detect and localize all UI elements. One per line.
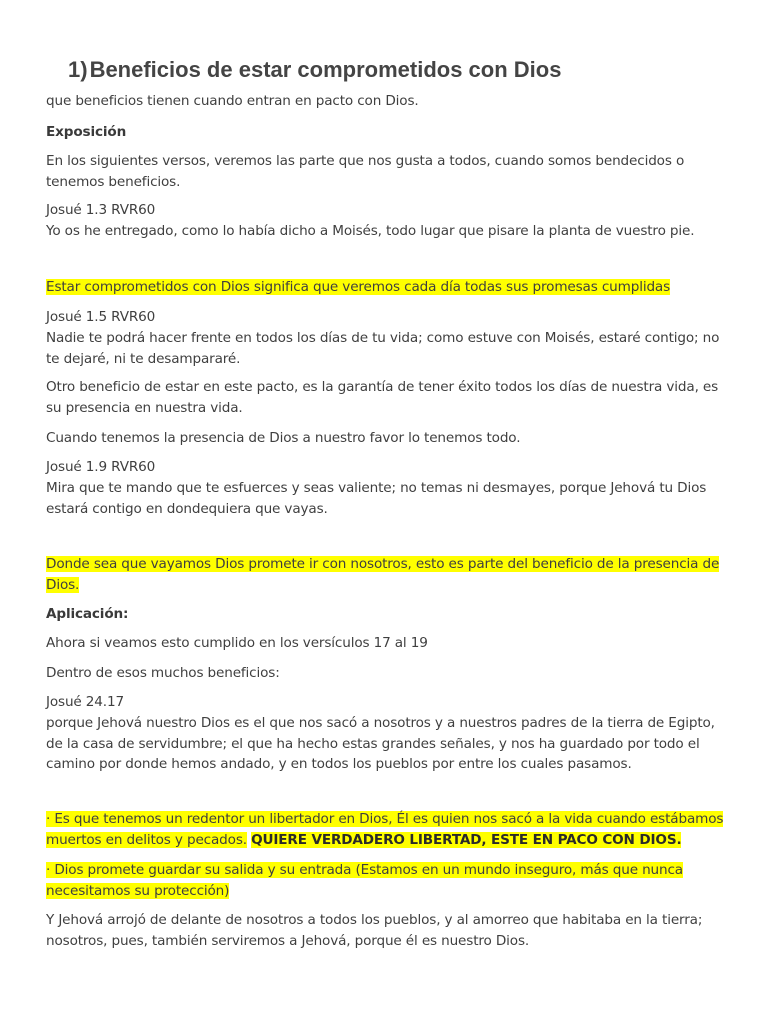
scripture-reference: Josué 1.5 RVR60 — [46, 309, 156, 325]
title-number: 1) — [68, 57, 88, 82]
paragraph-3: Cuando tenemos la presencia de Dios a nuestro favor lo tenemos todo. — [46, 430, 521, 446]
scripture-reference: Josué 1.3 RVR60 — [46, 202, 156, 218]
highlight-bold-text: QUIERE VERDADERO LIBERTAD, ESTE EN PACO CON DIOS. — [251, 831, 682, 848]
scripture-verse: Yo os he entregado, como lo había dicho a Moisés, todo lugar que pisare la planta de vuestro pie. — [46, 222, 695, 239]
paragraph-6: Y Jehová arrojó de delante de nosotros a todos los pueblos, y al amorreo que habitaba en la tierra; nosotros, pues, también serviremos a Jehová, porque él es nuestro Dios. — [46, 912, 703, 949]
intro-paragraph: que beneficios tienen cuando entran en pacto con Dios. — [46, 93, 419, 109]
highlighted-statement-1 — [46, 277, 726, 298]
highlight-text: · Es que tenemos un redentor un libertador en Dios, Él es quien nos sacó a la vida cuando estábamos muertos en delitos y pecados. — [46, 811, 724, 848]
highlight-text: · Dios promete guardar su salida y su entrada (Estamos en un mundo inseguro, más que nunca necesitamos su protección) — [46, 862, 683, 899]
paragraph-5: Dentro de esos muchos beneficios: — [46, 665, 280, 681]
section-heading-aplicacion: Aplicación: — [46, 606, 129, 622]
highlighted-statement-4 — [46, 860, 726, 902]
paragraph-2: Otro beneficio de estar en este pacto, es la garantía de tener éxito todos los días de nuestra vida, es su presencia en nuestra vida. — [46, 379, 719, 416]
highlighted-statement-3 — [46, 809, 726, 851]
highlight-text: Donde sea que vayamos Dios promete ir con nosotros, esto es parte del beneficio de la presencia de Dios. — [46, 556, 720, 593]
highlighted-statement-2 — [46, 554, 726, 596]
title-text: Beneficios de estar comprometidos con Dios — [89, 57, 562, 82]
scripture-block-2 — [46, 307, 726, 369]
scripture-block-4 — [46, 692, 726, 775]
scripture-reference: Josué 1.9 RVR60 — [46, 459, 156, 475]
scripture-reference: Josué 24.17 — [46, 694, 124, 710]
paragraph-1: En los siguientes versos, veremos las parte que nos gusta a todos, cuando somos bendecidos o tenemos beneficios. — [46, 153, 685, 190]
scripture-verse: porque Jehová nuestro Dios es el que nos sacó a nosotros y a nuestros padres de la tierra de Egipto, de la casa de servidumbre; el que ha hecho estas grandes señales, y nos ha guardado por todo el camino por donde hemos andado, y en todos los pueblos por entre los cuales pasamos. — [46, 714, 715, 773]
page-title — [68, 56, 561, 84]
scripture-verse: Nadie te podrá hacer frente en todos los días de tu vida; como estuve con Moisés, estaré contigo; no te dejaré, ni te desampararé. — [46, 329, 720, 367]
scripture-block-1 — [46, 200, 726, 242]
paragraph-4: Ahora si veamos esto cumplido en los versículos 17 al 19 — [46, 635, 428, 651]
section-heading-exposicion: Exposición — [46, 124, 127, 140]
scripture-block-3 — [46, 457, 726, 519]
scripture-verse: Mira que te mando que te esfuerces y seas valiente; no temas ni desmayes, porque Jehová tu Dios estará contigo en dondequiera que vayas. — [46, 479, 707, 517]
highlight-text: Estar comprometidos con Dios significa que veremos cada día todas sus promesas cumplidas — [46, 279, 671, 295]
